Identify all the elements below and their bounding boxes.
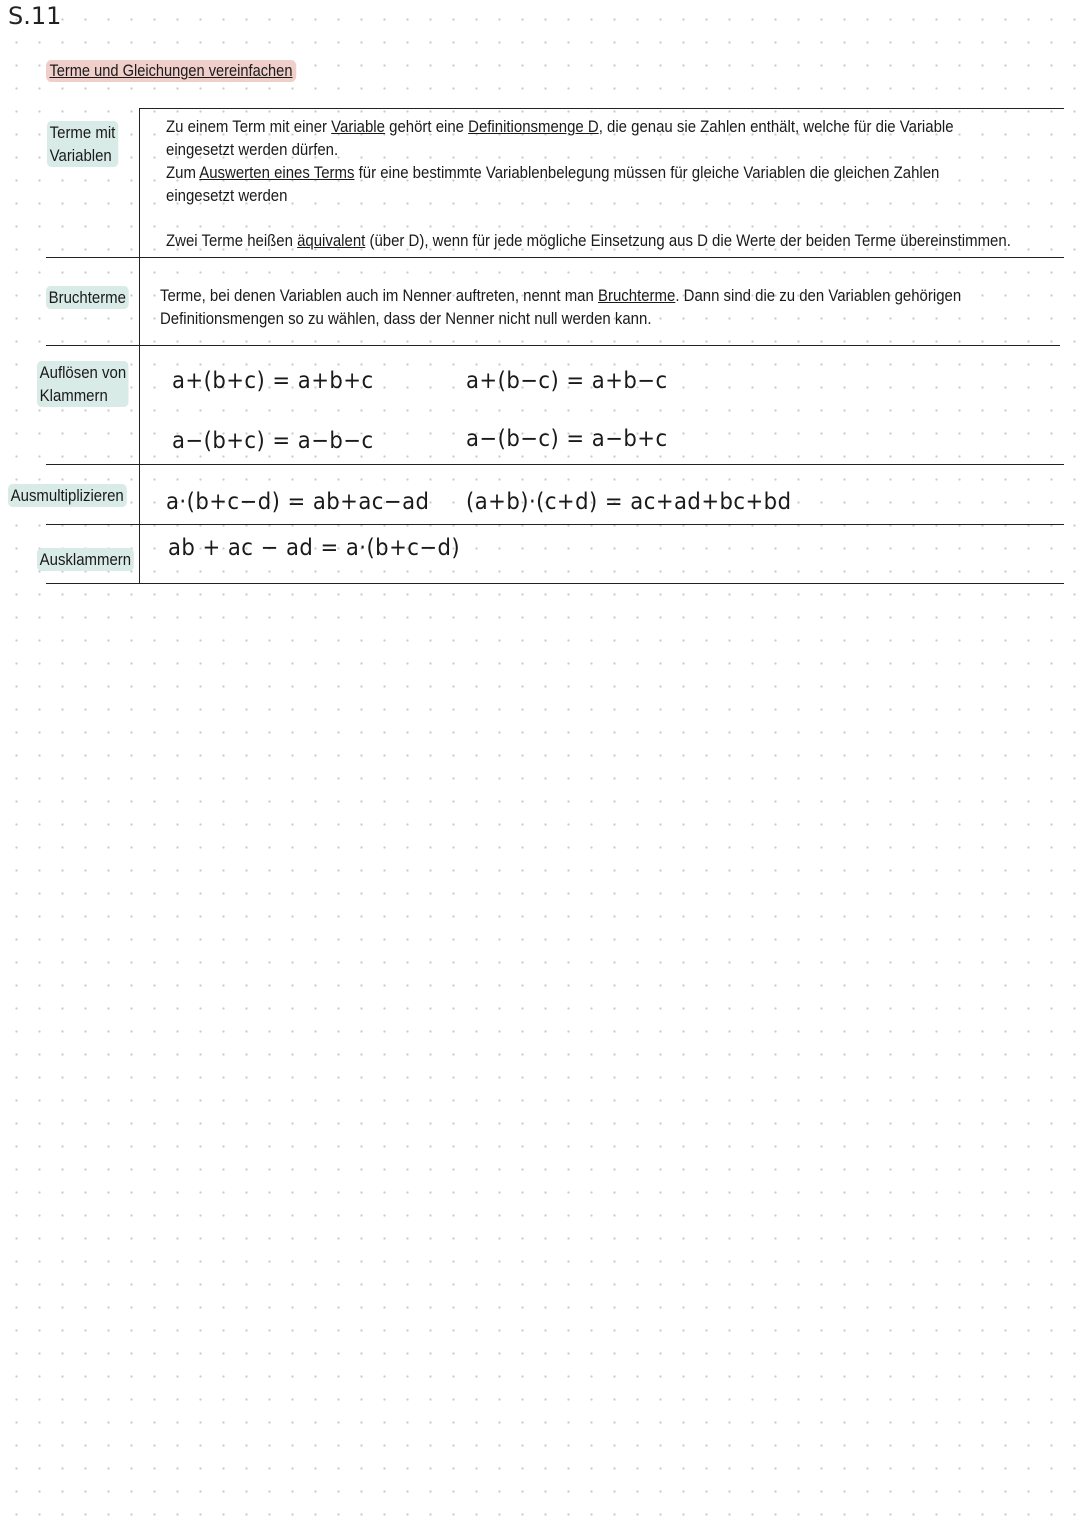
underlined-term-auswerten: Auswerten eines Terms xyxy=(199,163,355,182)
text: Zwei Terme heißen xyxy=(166,231,298,250)
formula-klammer-2: a+(b−c) = a+b−c xyxy=(466,368,668,394)
rule-terme-bruch xyxy=(46,257,1064,258)
label-line: Auflösen von xyxy=(39,363,127,382)
row-label-aufloesen-von-klammern xyxy=(37,361,129,407)
label-line: Klammern xyxy=(39,386,108,405)
bruchterme-paragraph xyxy=(160,284,961,330)
text: , die genau sie Zahlen enthält, welche für die Variable xyxy=(598,117,954,136)
formula-ausmult-1: a·(b+c−d) = ab+ac−ad xyxy=(166,489,430,515)
formula-klammer-1: a+(b+c) = a+b+c xyxy=(172,368,374,394)
label-line: Terme mit xyxy=(49,123,116,142)
label-line: Variablen xyxy=(49,146,112,165)
text: eingesetzt werden xyxy=(166,186,288,205)
rule-ausmult-ausklammern xyxy=(46,524,1064,525)
text: gehört eine xyxy=(384,117,469,136)
underlined-term-definitionsmenge: Definitionsmenge D xyxy=(468,117,599,136)
row-label-ausklammern: Ausklammern xyxy=(37,548,134,571)
row-label-terme-mit-variablen xyxy=(47,121,118,167)
column-divider xyxy=(139,108,140,584)
page-number: S.11 xyxy=(8,2,62,30)
formula-ausklammern-1: ab + ac − ad = a·(b+c−d) xyxy=(168,535,461,561)
text: Zum xyxy=(166,163,200,182)
text: Terme, bei denen Variablen auch im Nenner auftreten, nennt man xyxy=(160,286,598,305)
rule-bottom xyxy=(46,583,1064,584)
text: (über D), wenn für jede mögliche Einsetzung aus D die Werte der beiden Terme übereinstimmen. xyxy=(365,231,1011,250)
row-label-bruchterme: Bruchterme xyxy=(46,286,129,309)
definition-paragraph-2 xyxy=(166,161,939,207)
text: . Dann sind die zu den Variablen gehörigen xyxy=(675,286,962,305)
formula-ausmult-2: (a+b)·(c+d) = ac+ad+bc+bd xyxy=(466,489,792,515)
rule-bruch-klammern xyxy=(46,345,1060,346)
text: eingesetzt werden dürfen. xyxy=(166,140,339,159)
rule-klammern-ausmult xyxy=(46,464,1064,465)
definition-paragraph-3 xyxy=(166,229,1011,252)
text: Zu einem Term mit einer xyxy=(166,117,332,136)
underlined-term-variable: Variable xyxy=(331,117,385,136)
row-label-ausmultiplizieren: Ausmultiplizieren xyxy=(8,484,126,507)
text: für eine bestimmte Variablenbelegung müssen für gleiche Variablen die gleichen Zahlen xyxy=(354,163,940,182)
definition-paragraph-1 xyxy=(166,115,954,161)
formula-klammer-4: a−(b−c) = a−b+c xyxy=(466,426,668,452)
rule-top xyxy=(140,108,1064,109)
page-title: Terme und Gleichungen vereinfachen xyxy=(46,60,296,82)
underlined-term-bruchterme: Bruchterme xyxy=(597,286,676,305)
text: Definitionsmengen so zu wählen, dass der Nenner nicht null werden kann. xyxy=(160,309,652,328)
underlined-term-aequivalent: äquivalent xyxy=(297,231,366,250)
formula-klammer-3: a−(b+c) = a−b−c xyxy=(172,428,374,454)
